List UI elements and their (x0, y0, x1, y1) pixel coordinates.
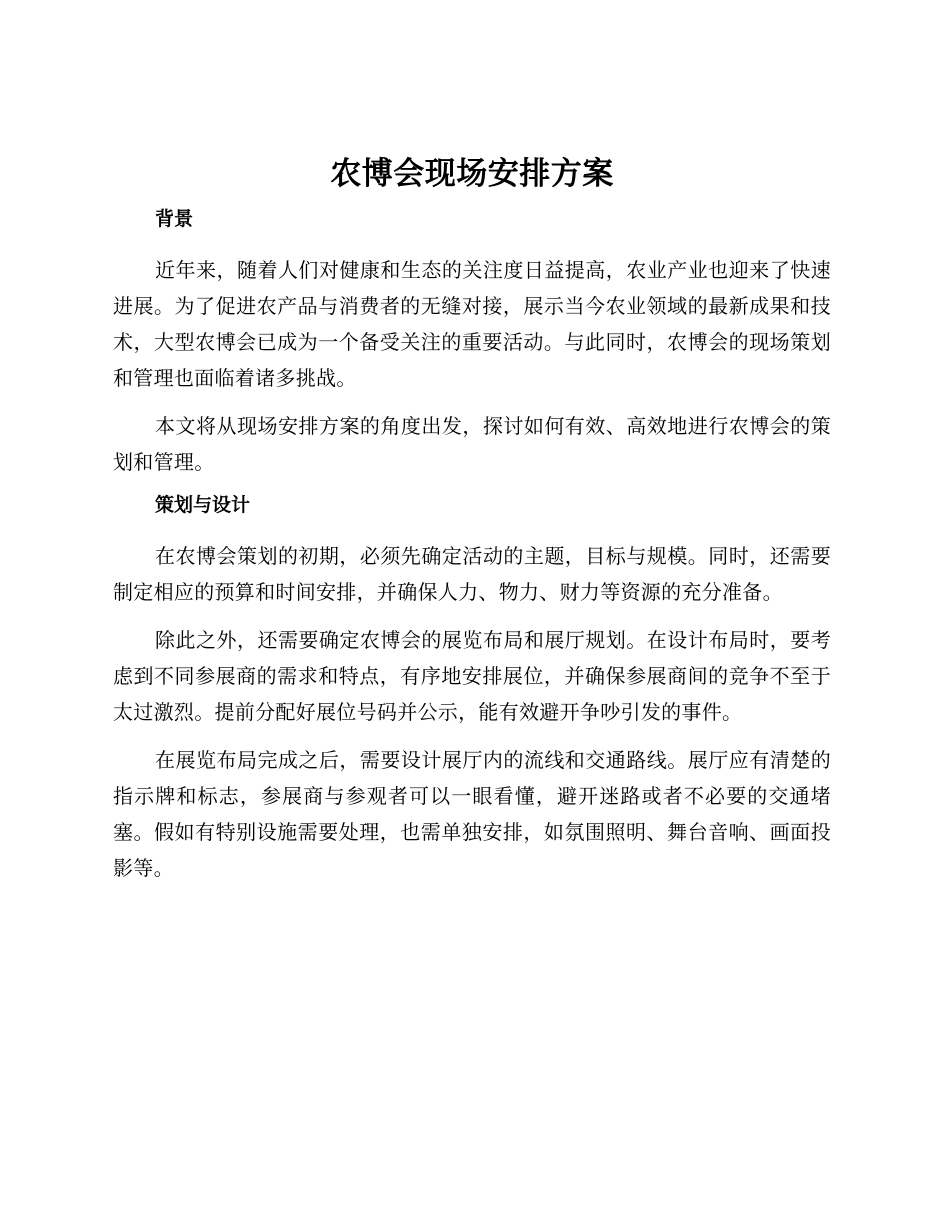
document-title: 农博会现场安排方案 (330, 156, 614, 192)
paragraph: 近年来，随着人们对健康和生态的关注度日益提高，农业产业也迎来了快速进展。为了促进农产品与消费者的无缝对接，展示当今农业领域的最新成果和技术，大型农博会已成为一个备受关注的重要活动。与此同时，农博会的现场策划和管理也面临着诸多挑战。 (113, 258, 831, 390)
document-page (113, 150, 831, 898)
section-planning-design (113, 492, 831, 886)
paragraph: 在展览布局完成之后，需要设计展厅内的流线和交通路线。展厅应有清楚的指示牌和标志，参展商与参观者可以一眼看懂，避开迷路或者不必要的交通堵塞。假如有特别设施需要处理，也需单独安排，如氛围照明、舞台音响、画面投影等。 (113, 748, 831, 880)
section-heading: 背景 (155, 208, 194, 230)
paragraph: 本文将从现场安排方案的角度出发，探讨如何有效、高效地进行农博会的策划和管理。 (113, 414, 831, 474)
section-heading: 策划与设计 (155, 494, 251, 516)
paragraph: 在农博会策划的初期，必须先确定活动的主题，目标与规模。同时，还需要制定相应的预算和时间安排，并确保人力、物力、财力等资源的充分准备。 (113, 544, 831, 604)
section-background (113, 206, 831, 480)
paragraph: 除此之外，还需要确定农博会的展览布局和展厅规划。在设计布局时，要考虑到不同参展商的需求和特点，有序地安排展位，并确保参展商间的竞争不至于太过激烈。提前分配好展位号码并公示，能有效避开争吵引发的事件。 (113, 628, 831, 724)
